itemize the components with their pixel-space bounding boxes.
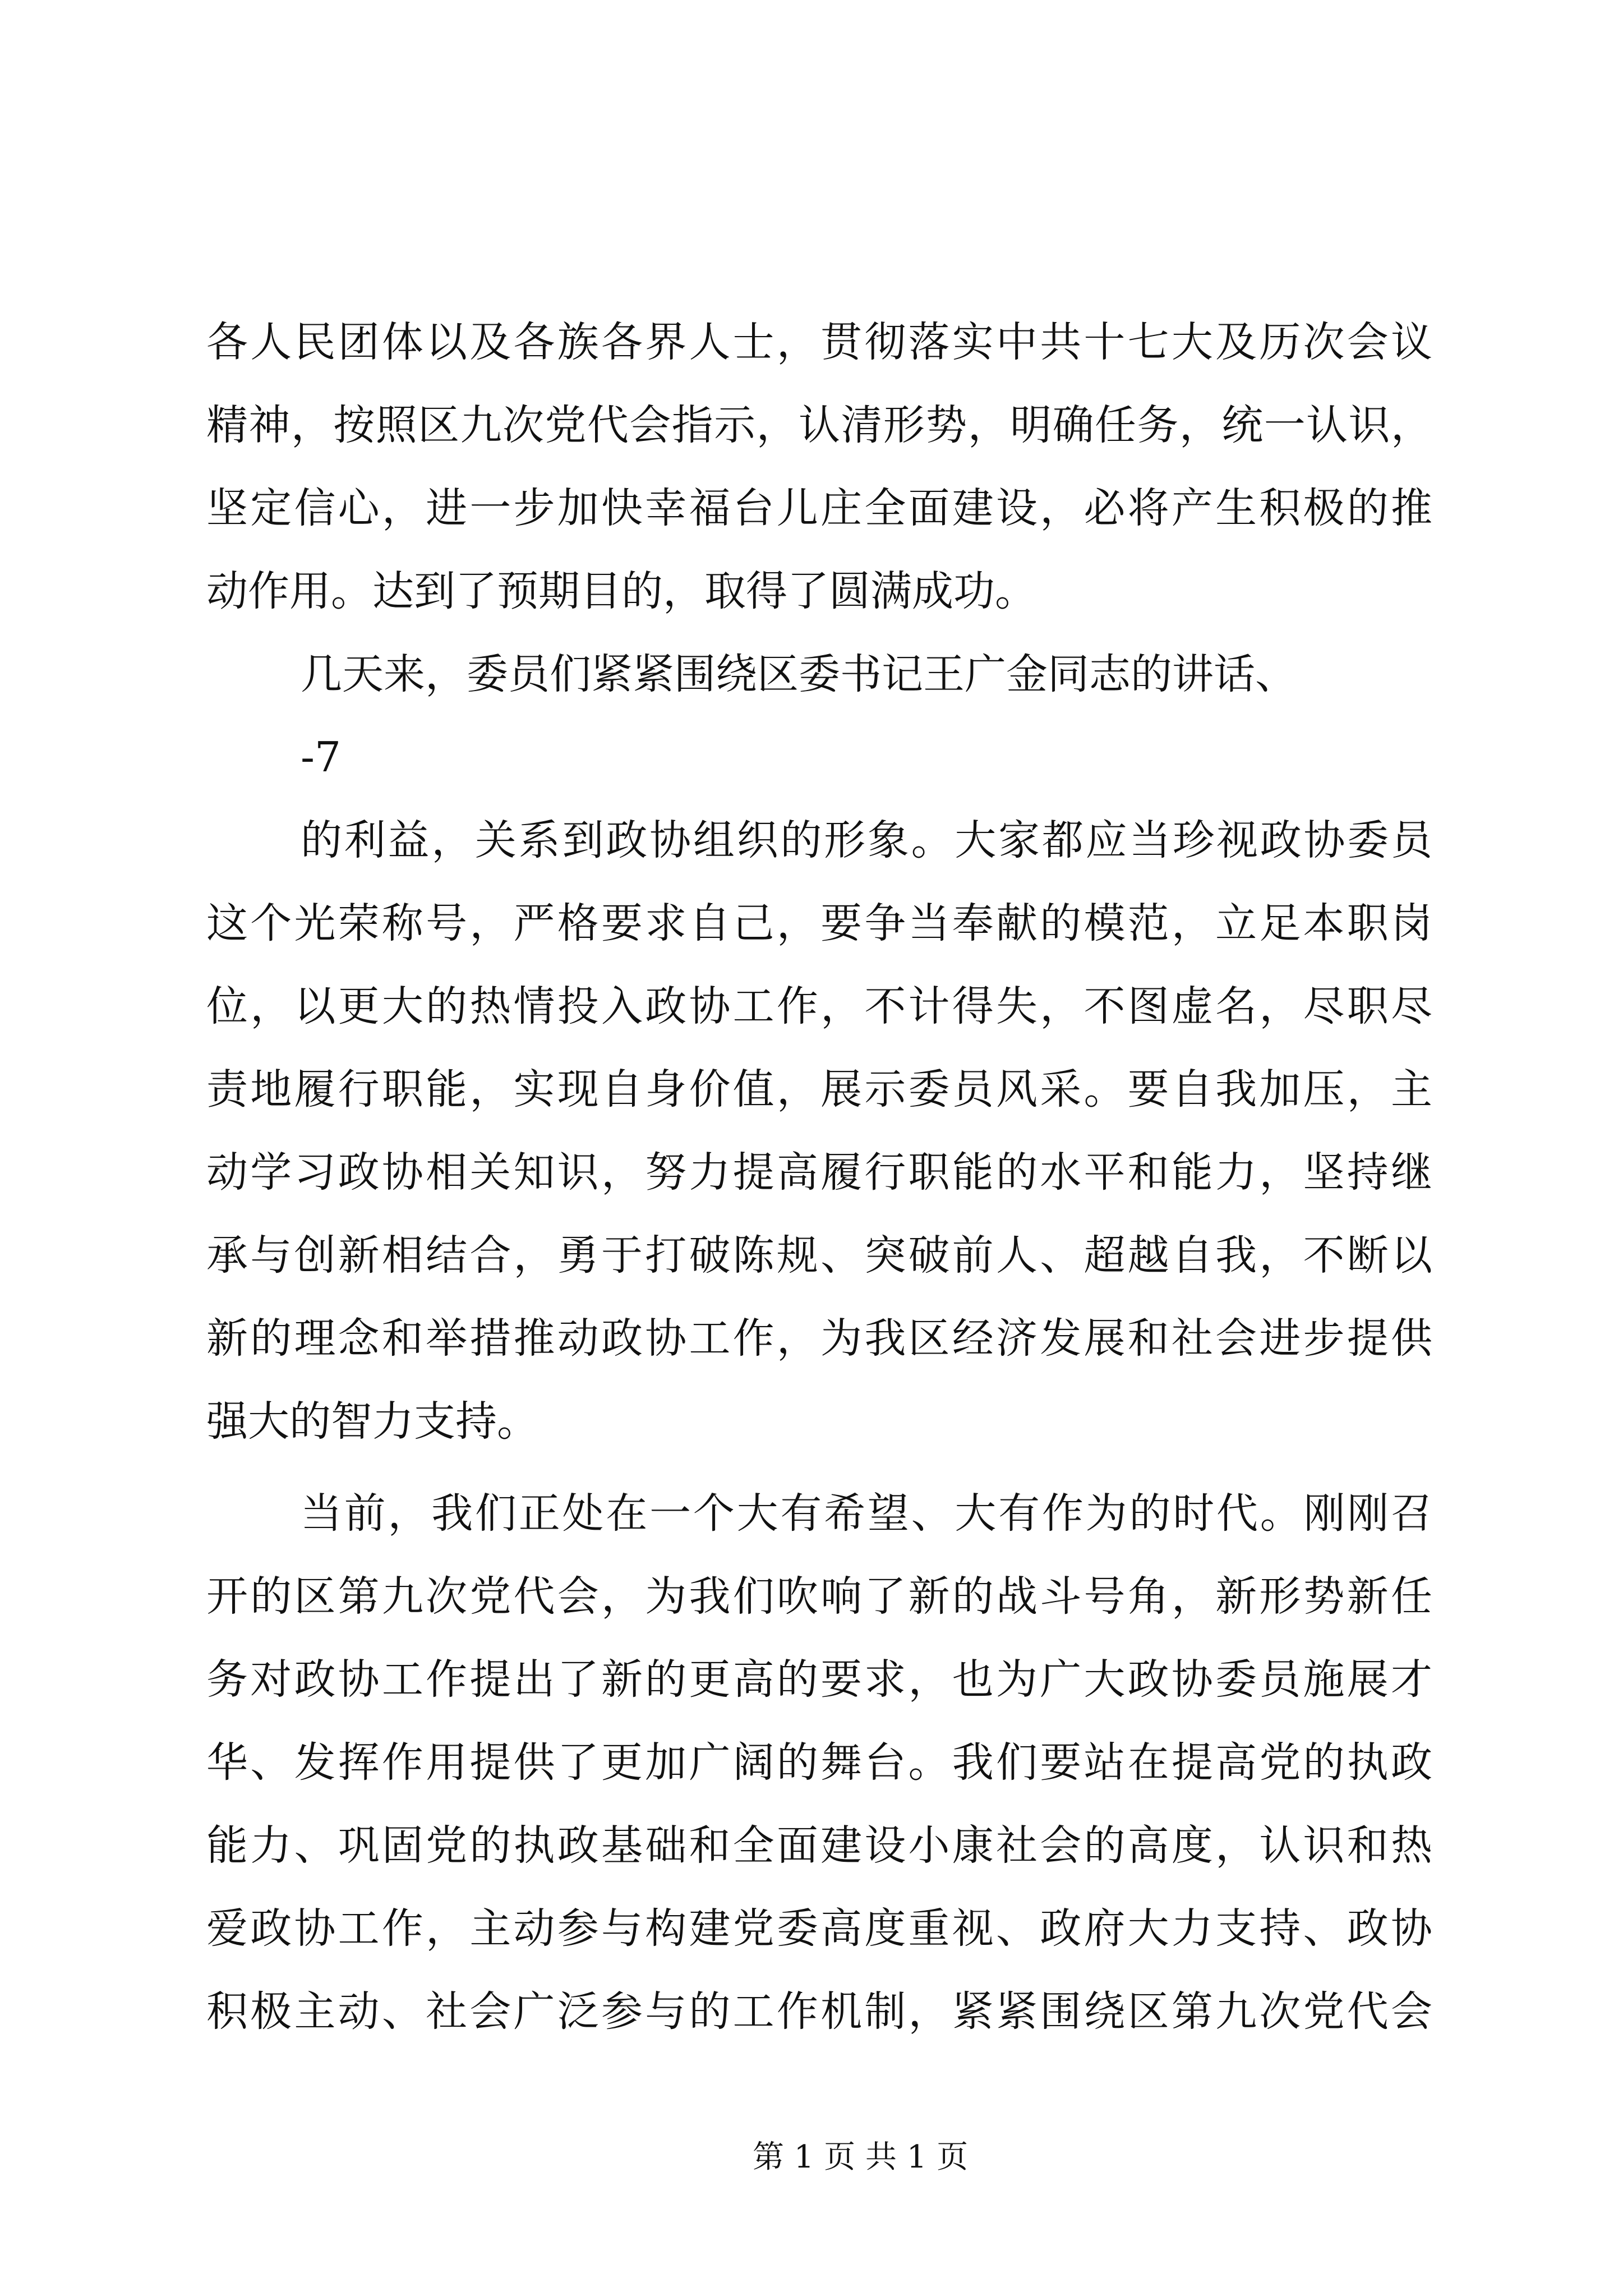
text-line: 能力、巩固党的执政基础和全面建设小康社会的高度，认识和热 bbox=[206, 1821, 1432, 1870]
text-line: -7 bbox=[301, 733, 342, 781]
paragraph bbox=[206, 301, 1432, 633]
text-line: 责地履行职能，实现自身价值，展示委员风采。要自我加压，主 bbox=[206, 1065, 1432, 1114]
paragraph bbox=[206, 799, 1432, 1463]
text-line: 积极主动、社会广泛参与的工作机制，紧紧围绕区第九次党代会 bbox=[206, 1987, 1432, 2036]
paragraph bbox=[206, 716, 1432, 799]
text-line: 开的区第九次党代会，为我们吹响了新的战斗号角，新形势新任 bbox=[206, 1572, 1432, 1621]
paragraph bbox=[206, 633, 1432, 716]
text-line: 精神，按照区九次党代会指示，认清形势，明确任务，统一认识， bbox=[206, 401, 1432, 449]
text-line: 当前，我们正处在一个大有希望、大有作为的时代。刚刚召 bbox=[301, 1489, 1432, 1538]
text-line: 坚定信心，进一步加快幸福台儿庄全面建设，必将产生积极的推 bbox=[206, 484, 1432, 532]
text-line: 新的理念和举措推动政协工作，为我区经济发展和社会进步提供 bbox=[206, 1314, 1432, 1363]
text-line: 强大的智力支持。 bbox=[206, 1397, 538, 1446]
text-line: 的利益，关系到政协组织的形象。大家都应当珍视政协委员 bbox=[301, 816, 1432, 864]
text-line: 位，以更大的热情投入政协工作，不计得失，不图虚名，尽职尽 bbox=[206, 982, 1432, 1030]
text-line: 这个光荣称号，严格要求自己，要争当奉献的模范，立足本职岗 bbox=[206, 899, 1432, 947]
text-line: 各人民团体以及各族各界人士，贯彻落实中共十七大及历次会议 bbox=[206, 318, 1432, 366]
text-line: 承与创新相结合，勇于打破陈规、突破前人、超越自我，不断以 bbox=[206, 1231, 1432, 1280]
document-body bbox=[206, 301, 1432, 2053]
text-line: 动学习政协相关知识，努力提高履行职能的水平和能力，坚持继 bbox=[206, 1148, 1432, 1197]
text-line: 动作用。达到了预期目的，取得了圆满成功。 bbox=[206, 567, 1036, 615]
text-line: 务对政协工作提出了新的更高的要求，也为广大政协委员施展才 bbox=[206, 1655, 1432, 1704]
text-line: 华、发挥作用提供了更加广阔的舞台。我们要站在提高党的执政 bbox=[206, 1738, 1432, 1787]
text-line: 几天来，委员们紧紧围绕区委书记王广金同志的讲话、 bbox=[301, 650, 1297, 698]
paragraph bbox=[206, 1472, 1432, 2053]
text-line: 爱政协工作，主动参与构建党委高度重视、政府大力支持、政协 bbox=[206, 1904, 1432, 1953]
page-number-footer: 第 1 页 共 1 页 bbox=[753, 2139, 969, 2175]
